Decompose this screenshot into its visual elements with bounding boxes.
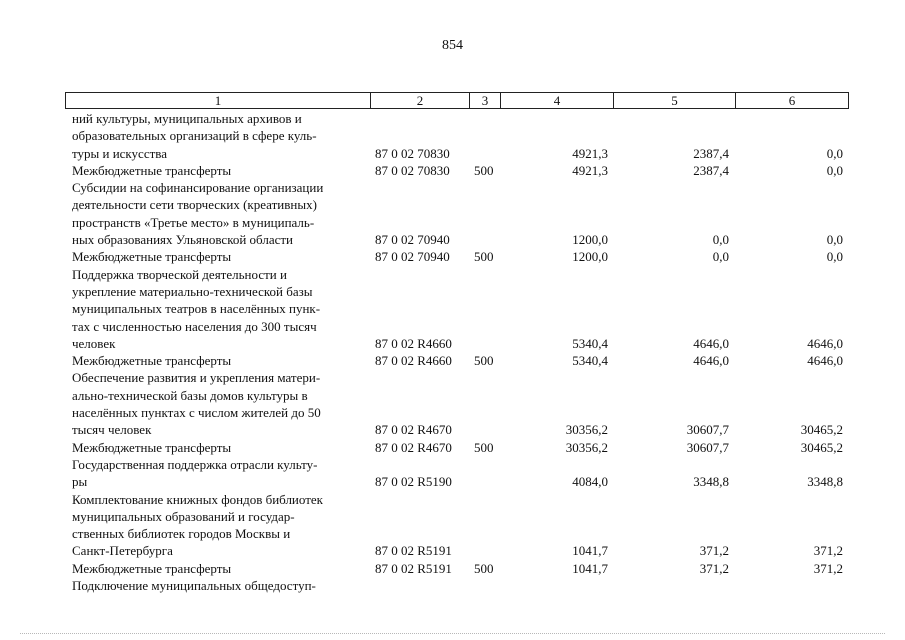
description-line: муниципальных образований и государ-	[72, 508, 295, 524]
row-value-2025: 371,2	[699, 543, 729, 559]
row-value-2026: 0,0	[826, 145, 843, 161]
header-col-3: 3	[470, 93, 501, 108]
header-col-1: 1	[66, 93, 371, 108]
header-col-2: 2	[371, 93, 470, 108]
description-line: тысяч человек	[72, 422, 152, 438]
row-value-2024: 1200,0	[572, 249, 608, 265]
table-row	[0, 110, 905, 162]
description-line: Поддержка творческой деятельности и	[72, 266, 287, 282]
row-value-2025: 3348,8	[693, 474, 729, 490]
row-value-2025: 4646,0	[693, 353, 729, 369]
row-code: 87 0 02 70830	[375, 162, 450, 178]
table-row	[0, 352, 905, 369]
description-line: Межбюджетные трансферты	[72, 249, 232, 265]
row-description	[72, 110, 364, 162]
row-value-2024: 1041,7	[572, 560, 608, 576]
table-body	[0, 110, 905, 594]
row-value-2026: 0,0	[826, 162, 843, 178]
row-expense-type: 500	[474, 439, 494, 455]
description-line: Обеспечение развития и укрепления матери-	[72, 370, 321, 386]
row-description	[72, 266, 364, 352]
row-code: 87 0 02 70940	[375, 232, 450, 248]
table-row	[0, 248, 905, 265]
description-line: образовательных организаций в сфере куль-	[72, 128, 317, 144]
row-value-2025: 30607,7	[686, 439, 729, 455]
row-value-2026: 371,2	[813, 543, 843, 559]
table-row	[0, 456, 905, 491]
table-row	[0, 439, 905, 456]
row-value-2026: 4646,0	[807, 353, 843, 369]
row-value-2026: 371,2	[813, 560, 843, 576]
table-row	[0, 162, 905, 179]
row-expense-type: 500	[474, 162, 494, 178]
row-value-2026: 30465,2	[800, 439, 843, 455]
page-number: 854	[442, 38, 463, 53]
row-description	[72, 560, 364, 577]
row-code: 87 0 02 70940	[375, 249, 450, 265]
description-line: человек	[72, 335, 116, 351]
row-value-2024: 1200,0	[572, 232, 608, 248]
row-description	[72, 179, 364, 248]
description-line: ний культуры, муниципальных архивов и	[72, 111, 302, 126]
table-header	[65, 92, 849, 109]
description-line: туры и искусства	[72, 145, 168, 161]
table-row	[0, 266, 905, 353]
row-value-2024: 30356,2	[565, 439, 608, 455]
row-value-2025: 0,0	[712, 249, 729, 265]
row-expense-type: 500	[474, 249, 494, 265]
description-line: деятельности сети творческих (креативных)	[72, 197, 317, 213]
description-line: Государственная поддержка отрасли культу-	[72, 456, 318, 472]
description-line: Межбюджетные трансферты	[72, 560, 232, 576]
row-description	[72, 439, 364, 456]
row-value-2024: 5340,4	[572, 353, 608, 369]
row-value-2024: 5340,4	[572, 335, 608, 351]
row-value-2025: 0,0	[712, 232, 729, 248]
row-code: 87 0 02 R4660	[375, 353, 452, 369]
row-value-2024: 30356,2	[565, 422, 608, 438]
description-line: Межбюджетные трансферты	[72, 439, 232, 455]
row-description	[72, 162, 364, 179]
row-expense-type: 500	[474, 560, 494, 576]
description-line: укрепление материально-технической базы	[72, 283, 313, 299]
description-line: населённых пунктах с числом жителей до 50	[72, 405, 321, 421]
row-code: 87 0 02 R5191	[375, 543, 452, 559]
description-line: муниципальных театров в населённых пунк-	[72, 301, 321, 317]
row-value-2026: 0,0	[826, 249, 843, 265]
description-line: тах с численностью населения до 300 тысяч	[72, 318, 317, 334]
table-row	[0, 491, 905, 560]
description-line: Межбюджетные трансферты	[72, 353, 232, 369]
row-value-2025: 2387,4	[693, 145, 729, 161]
row-value-2026: 30465,2	[800, 422, 843, 438]
description-line: Субсидии на софинансирование организации	[72, 180, 324, 196]
row-value-2026: 0,0	[826, 232, 843, 248]
row-code: 87 0 02 R5190	[375, 474, 452, 490]
row-value-2025: 2387,4	[693, 162, 729, 178]
description-line: ственных библиотек городов Москвы и	[72, 526, 291, 542]
description-line: ры	[72, 474, 88, 490]
row-description	[72, 456, 364, 491]
row-value-2024: 1041,7	[572, 543, 608, 559]
row-description	[72, 369, 364, 438]
row-code: 87 0 02 R4670	[375, 439, 452, 455]
description-line: ных образованиях Ульяновской области	[72, 232, 294, 248]
row-code: 87 0 02 R5191	[375, 560, 452, 576]
table-row	[0, 369, 905, 438]
table-row	[0, 577, 905, 594]
row-description	[72, 352, 364, 369]
description-line: Подключение муниципальных общедоступ-	[72, 578, 316, 594]
row-description	[72, 577, 364, 594]
row-value-2025: 4646,0	[693, 335, 729, 351]
description-line: Межбюджетные трансферты	[72, 162, 232, 178]
row-code: 87 0 02 R4670	[375, 422, 452, 438]
row-code: 87 0 02 R4660	[375, 335, 452, 351]
description-line: Санкт-Петербурга	[72, 543, 173, 559]
row-description	[72, 491, 364, 560]
header-col-4: 4	[501, 93, 614, 108]
description-line: Комплектование книжных фондов библиотек	[72, 491, 323, 507]
row-code: 87 0 02 70830	[375, 145, 450, 161]
header-col-6: 6	[788, 93, 796, 108]
description-line: пространств «Третье место» в муниципаль-	[72, 214, 315, 230]
row-value-2026: 4646,0	[807, 335, 843, 351]
row-value-2025: 371,2	[699, 560, 729, 576]
row-value-2024: 4921,3	[572, 162, 608, 178]
row-value-2025: 30607,7	[686, 422, 729, 438]
row-description	[72, 248, 364, 265]
header-col-5: 5	[614, 93, 736, 108]
scan-artifact-line	[20, 633, 885, 635]
description-line: ально-технической базы домов культуры в	[72, 387, 308, 403]
table-row	[0, 179, 905, 248]
row-value-2026: 3348,8	[807, 474, 843, 490]
row-value-2024: 4921,3	[572, 145, 608, 161]
table-row	[0, 560, 905, 577]
row-expense-type: 500	[474, 353, 494, 369]
row-value-2024: 4084,0	[572, 474, 608, 490]
